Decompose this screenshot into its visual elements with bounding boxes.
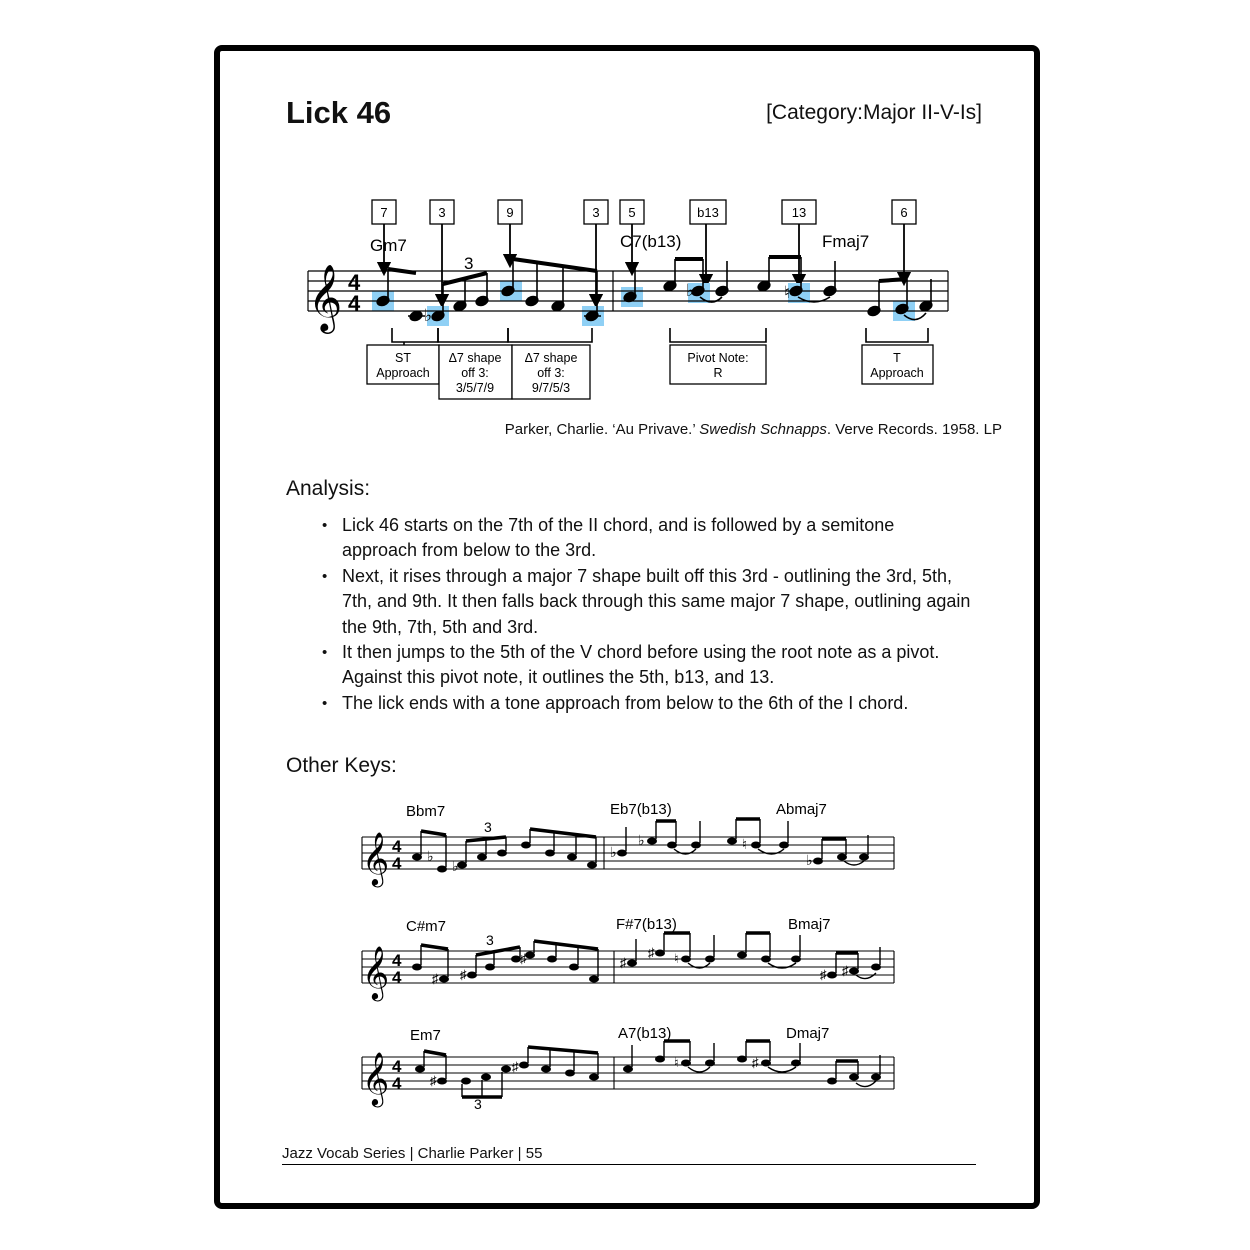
svg-text:4: 4: [392, 854, 402, 873]
time-signature-top: 4: [348, 270, 361, 295]
svg-text:5: 5: [628, 205, 636, 220]
svg-text:♭: ♭: [427, 848, 434, 864]
svg-text:♮: ♮: [742, 836, 748, 852]
svg-text:♯: ♯: [752, 1055, 759, 1070]
svg-text:9: 9: [506, 205, 514, 220]
svg-text:3/5/7/9: 3/5/7/9: [455, 381, 495, 395]
chord-symbol: Abmaj7: [776, 801, 827, 818]
chord-symbol: F#7(b13): [616, 916, 677, 933]
svg-text:♭: ♭: [638, 832, 645, 848]
svg-text:𝄞: 𝄞: [362, 832, 390, 884]
chord-symbol: A7(b13): [618, 1025, 672, 1042]
svg-text:13: 13: [791, 205, 807, 220]
svg-text:4: 4: [392, 1057, 402, 1076]
other-keys-heading: Other Keys:: [286, 754, 397, 777]
other-keys-notation: [220, 51, 1034, 1141]
svg-text:♭: ♭: [806, 852, 813, 868]
svg-text:♯: ♯: [648, 945, 655, 960]
citation: Parker, Charlie. ‘Au Privave.’ Swedish Schnapps. Verve Records. 1958. LP: [504, 421, 1002, 438]
svg-text:R: R: [713, 366, 723, 380]
svg-text:♯: ♯: [432, 971, 439, 986]
triplet-marker: 3: [474, 1096, 482, 1112]
svg-text:4: 4: [392, 951, 402, 970]
lick-title: Lick 46: [286, 95, 392, 130]
svg-text:♮: ♮: [674, 951, 679, 966]
page-footer: Jazz Vocab Series | Charlie Parker | 55: [282, 1145, 976, 1165]
svg-text:♭: ♭: [610, 844, 617, 860]
svg-text:Approach: Approach: [870, 366, 924, 380]
flat-accidental: ♭: [686, 281, 695, 300]
svg-text:Approach: Approach: [376, 366, 430, 380]
svg-text:3: 3: [438, 205, 446, 220]
svg-text:Δ7 shape: Δ7 shape: [448, 351, 502, 365]
treble-clef: 𝄞: [308, 265, 343, 330]
svg-text:♯: ♯: [512, 1059, 519, 1074]
svg-text:♯: ♯: [842, 963, 849, 978]
svg-text:♯: ♯: [430, 1073, 437, 1088]
triplet-marker: 3: [484, 819, 492, 835]
analysis-heading: Analysis:: [286, 477, 371, 500]
chord-symbol: Dmaj7: [786, 1025, 830, 1042]
triplet-marker: 3: [464, 254, 474, 273]
flat-accidental: ♭: [424, 306, 433, 325]
staff-csharp: [362, 916, 894, 1001]
svg-text:off 3:: off 3:: [461, 366, 489, 380]
chord-symbol: C#m7: [406, 918, 447, 935]
chord-symbol: Bbm7: [406, 803, 446, 820]
svg-text:♮: ♮: [674, 1055, 679, 1070]
staff-e: [362, 1025, 894, 1112]
chord-symbol: Gm7: [370, 236, 407, 255]
svg-text:♭: ♭: [452, 858, 459, 874]
analysis-bullet: • Next, it rises through a major 7 shape built off this 3rd - outlining the 3rd, 5th, 7th, and 9th. It then falls back through this same major 7 shape, outlining again the 9th, 7th, 5th and 3rd.: [322, 564, 972, 640]
svg-text:9/7/5/3: 9/7/5/3: [531, 381, 571, 395]
svg-text:𝄞: 𝄞: [362, 1052, 390, 1104]
analysis-bullet: • It then jumps to the 5th of the V chord before using the root note as a pivot. Against this pivot note, it outlines the 5th, b13, and 13.: [322, 640, 972, 691]
category-label: [Category:Major II-V-Is]: [766, 101, 982, 124]
chord-symbol: Fmaj7: [822, 232, 870, 251]
svg-text:off 3:: off 3:: [537, 366, 565, 380]
analysis-bullet: • The lick ends with a tone approach from below to the 6th of the I chord.: [322, 691, 972, 716]
page-frame: [214, 45, 1040, 1209]
time-signature-bottom: 4: [348, 291, 361, 316]
svg-text:3: 3: [592, 205, 600, 220]
svg-text:6: 6: [900, 205, 908, 220]
chord-symbol: C7(b13): [620, 232, 682, 251]
svg-text:♯: ♯: [620, 955, 627, 970]
svg-text:♯: ♯: [820, 967, 827, 982]
svg-text:b13: b13: [697, 205, 719, 220]
svg-text:4: 4: [392, 1074, 402, 1093]
analysis-bullet: • Lick 46 starts on the 7th of the II chord, and is followed by a semitone approach from below to the 3rd.: [322, 513, 972, 564]
svg-text:♯: ♯: [520, 951, 527, 966]
chord-symbol: Bmaj7: [788, 916, 831, 933]
svg-text:𝄞: 𝄞: [362, 946, 390, 998]
svg-text:ST: ST: [395, 351, 411, 365]
svg-text:T: T: [893, 351, 901, 365]
svg-text:4: 4: [392, 837, 402, 856]
svg-text:Pivot Note:: Pivot Note:: [687, 351, 749, 365]
svg-text:Δ7 shape: Δ7 shape: [524, 351, 578, 365]
chord-symbol: Em7: [410, 1027, 441, 1044]
svg-text:7: 7: [380, 205, 388, 220]
svg-text:♯: ♯: [460, 967, 467, 982]
natural-accidental: ♮: [784, 283, 791, 302]
album-title: Swedish Schnapps: [699, 421, 827, 438]
chord-symbol: Eb7(b13): [610, 801, 672, 818]
triplet-marker: 3: [486, 932, 494, 948]
svg-text:4: 4: [392, 968, 402, 987]
staff-bb: [362, 801, 894, 887]
